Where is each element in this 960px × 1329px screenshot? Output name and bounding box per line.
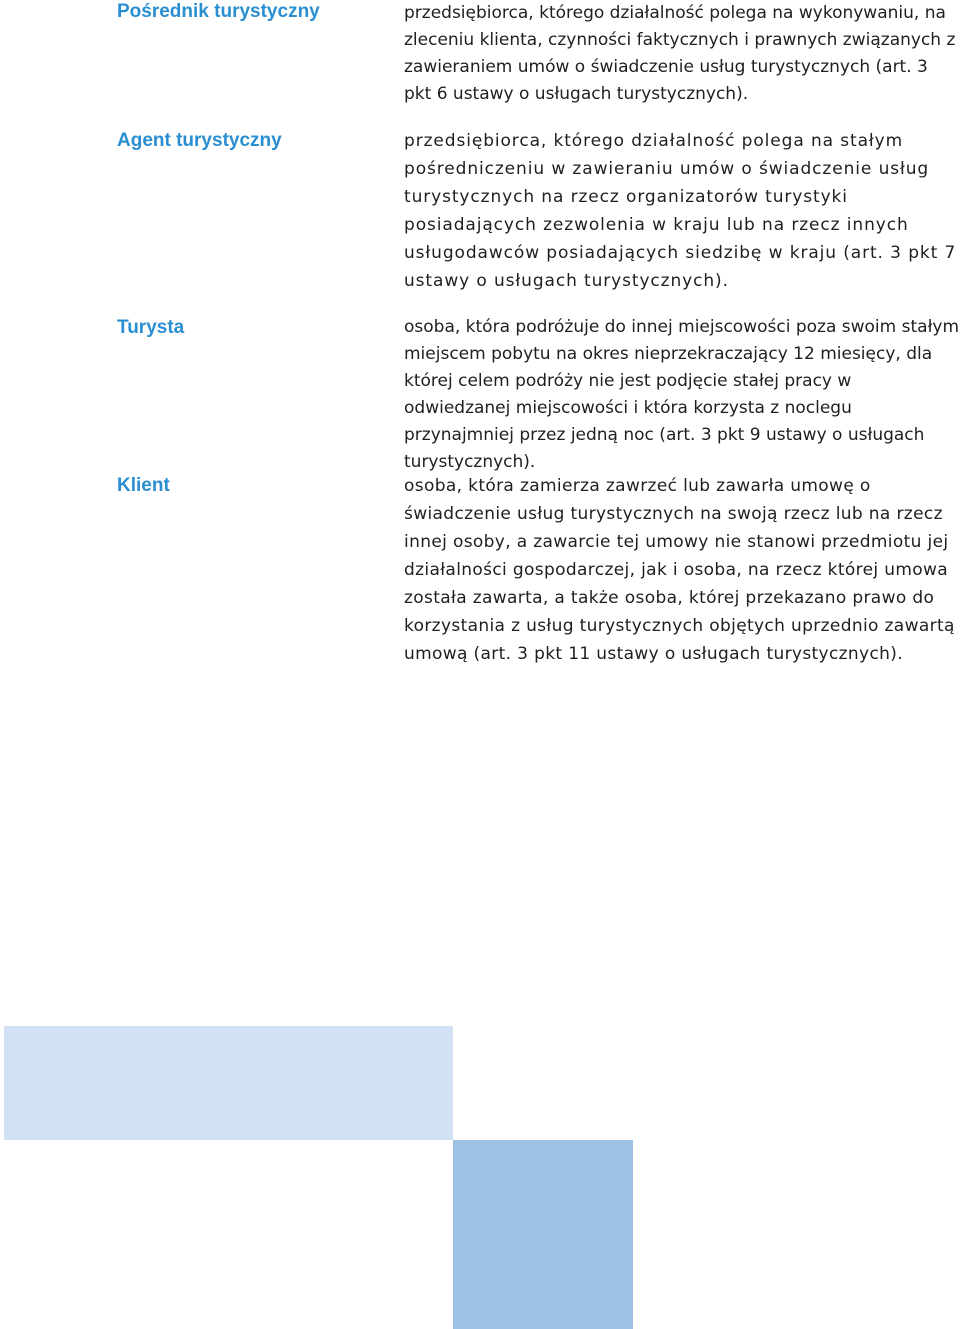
term-posrednik-turystyczny: Pośrednik turystyczny [117, 1, 320, 22]
decorative-block-light [4, 1026, 453, 1140]
definition-posrednik-turystyczny: przedsiębiorca, którego działalność polega na wykonywaniu, na zleceniu klienta, czynności faktycznych i prawnych związanych z zawieraniem umów o świadczenie usług turystycznych (art. 3 pkt 6 ustawy o usługach turystycznych). [404, 3, 956, 104]
term-agent-turystyczny: Agent turystyczny [117, 130, 282, 151]
decorative-block-medium [453, 1140, 633, 1329]
definition-agent-turystyczny: przedsiębiorca, którego działalność polega na stałym pośredniczeniu w zawieraniu umów o świadczenie usług turystycznych na rzecz organizatorów turystyki posiadających zezwolenia w kraju lub na rzecz innych usługodawców posiadających siedzibę w kraju (art. 3 pkt 7 ustawy o usługach turystycznych). [404, 131, 957, 291]
definition-klient: osoba, która zamierza zawrzeć lub zawarła umowę o świadczenie usług turystycznych na swoją rzecz lub na rzecz innej osoby, a zawarcie tej umowy nie stanowi przedmiotu jej działalności gospodarczej, jak i osoba, na rzecz której umowa została zawarta, a także osoba, której przekazano prawo do korzystania z usług turystycznych objętych uprzednio zawartą umową (art. 3 pkt 11 ustawy o usługach turystycznych). [404, 476, 955, 664]
definition-turysta: osoba, która podróżuje do innej miejscowości poza swoim stałym miejscem pobytu na okres nieprzekraczający 12 miesięcy, dla której celem podróży nie jest podjęcie stałej pracy w odwiedzanej miejscowości i która korzysta z noclegu przynajmniej przez jedną noc (art. 3 pkt 9 ustawy o usługach turystycznych). [404, 317, 960, 472]
term-turysta: Turysta [117, 317, 185, 338]
term-klient: Klient [117, 475, 170, 496]
